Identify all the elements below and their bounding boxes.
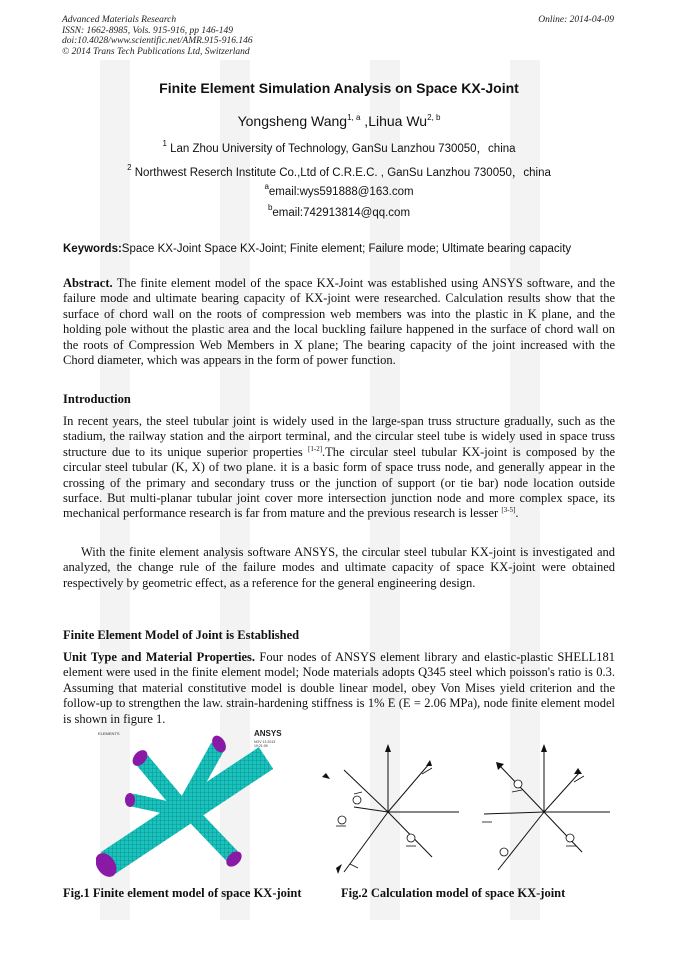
author-name: Lihua Wu	[368, 113, 428, 129]
section-heading: Finite Element Model of Joint is Established	[63, 628, 300, 642]
affiliation-1	[0, 140, 678, 156]
paper-title: Finite Element Simulation Analysis on Space KX-Joint	[159, 80, 519, 96]
brace-tube	[188, 810, 232, 856]
figure-2-sketch-left	[314, 742, 462, 882]
citation: [3-5]	[501, 506, 516, 515]
figure-2-sketch-right	[470, 742, 618, 882]
figure-1-caption: Fig.1 Finite element model of space KX-joint	[63, 886, 302, 900]
tube-end	[125, 793, 135, 807]
chord-tube	[108, 758, 266, 863]
affiliation-sup: 1	[162, 139, 167, 148]
author-name: Yongsheng Wang	[237, 113, 348, 129]
figure-1-fe-model	[96, 728, 302, 880]
intro-text: .The circular steel tubular KX-joint is composed by the circular steel tubular (K, X) of two plane. it is a basic form of space truss node, and generally appear in the crossing of the primary and secondary truss or the junction of support (or tie bar) node location outside surface. But multi-planar tubular joint cover more intersection junction node and more complex space, its mechanical performance research is far from mature and the previous research is lesser	[63, 444, 615, 521]
affiliation-text: email:742913814@qq.com	[272, 207, 411, 219]
figure-date: NOV 13 2013	[254, 740, 276, 744]
section-paragraph	[63, 650, 615, 727]
ansys-logo: ANSYS	[254, 729, 282, 738]
affiliation-sup: b	[267, 203, 273, 212]
journal-info	[62, 15, 253, 57]
keywords-label: Keywords:	[63, 243, 122, 255]
keywords-text: Space KX-Joint Space KX-Joint; Finite element; Failure mode; Ultimate bearing capacity	[121, 243, 572, 255]
author-separator: ,	[360, 113, 369, 129]
introduction-paragraph-2: With the finite element analysis software ANSYS, the circular steel tubular KX-joint is investigated and analyzed, the change rule of the failure modes and ultimate capacity of space KX-joint were obtained respectively by geometric effect, as a reference for the general engineering design.	[63, 545, 615, 590]
subsection-label: Unit Type and Material Properties.	[63, 650, 256, 664]
affiliation-sup: 2	[127, 163, 132, 172]
doi: doi:10.4028/www.scientific.net/AMR.915-916.146	[62, 36, 253, 46]
affiliation-text: Lan Zhou University of Technology, GanSu Lanzhou 730050，china	[166, 143, 516, 155]
intro-text: .	[515, 506, 519, 521]
journal-name: Advanced Materials Research	[62, 15, 177, 25]
abstract	[63, 276, 615, 368]
introduction-heading: Introduction	[63, 392, 131, 406]
affiliation-2	[0, 164, 678, 180]
author-sup: 2, b	[427, 113, 441, 122]
email-b	[0, 203, 678, 219]
keywords	[63, 243, 571, 255]
abstract-label: Abstract.	[63, 276, 113, 290]
section-text: Four nodes of ANSYS element library and elastic-plastic SHELL181 element were used in the finite element model; Node materials adopts Q345 steel which poisson's ratio is 0.3. Assuming that material constitutive model is double linear model, obey Von Mises yield criterion and the follow-up to strengthen the law. strain-hardening stiffness is 1% E (E = 2.06 MPa), node finite element model is shown in figure 1.	[63, 650, 615, 726]
intro-text: In recent years, the steel tubular joint is widely used in the large-span truss structure gradually, such as the stadium, the railway station and the airport terminal, and the circular steel tube is widely used in space truss structure due to its unique superior properties	[63, 414, 615, 459]
author-list	[0, 113, 678, 129]
figure-time: 19:21:09	[254, 744, 268, 748]
issn: ISSN: 1662-8985, Vols. 915-916, pp 146-149	[62, 25, 233, 36]
figure-2-caption: Fig.2 Calculation model of space KX-joint	[341, 886, 566, 900]
affiliation-text: email:wys591888@163.com	[268, 186, 414, 198]
abstract-text: The finite element model of the space KX-Joint was established using ANSYS software, and the failure mode and ultimate bearing capacity of KX-joint were researched. Calculation results show that the surface of chord wall on the roots of compression web members was into the plastic in K plane, and the holding pole without the plastic area and the local buckling failure happened in the surface of chord wall on the roots of Compression Web Members in X plane; The bearing capacity of the joint increased with the Chord diameter, which was appears in the form of power function.	[63, 276, 615, 368]
copyright: © 2014 Trans Tech Publications Ltd, Switzerland	[62, 46, 250, 57]
brace-tube	[142, 760, 178, 803]
email-a	[0, 182, 678, 198]
affiliation-text: Northwest Reserch Institute Co.,Ltd of C.R.E.C. , GanSu Lanzhou 730050，china	[131, 167, 551, 179]
online-date: Online: 2014-04-09	[538, 15, 614, 25]
affiliation-sup: a	[264, 182, 269, 191]
introduction-paragraph-1	[63, 414, 615, 522]
figure-label-elements: ELEMENTS	[98, 731, 120, 736]
author-sup: 1, a	[347, 113, 361, 122]
citation: [1-2]	[308, 444, 323, 453]
